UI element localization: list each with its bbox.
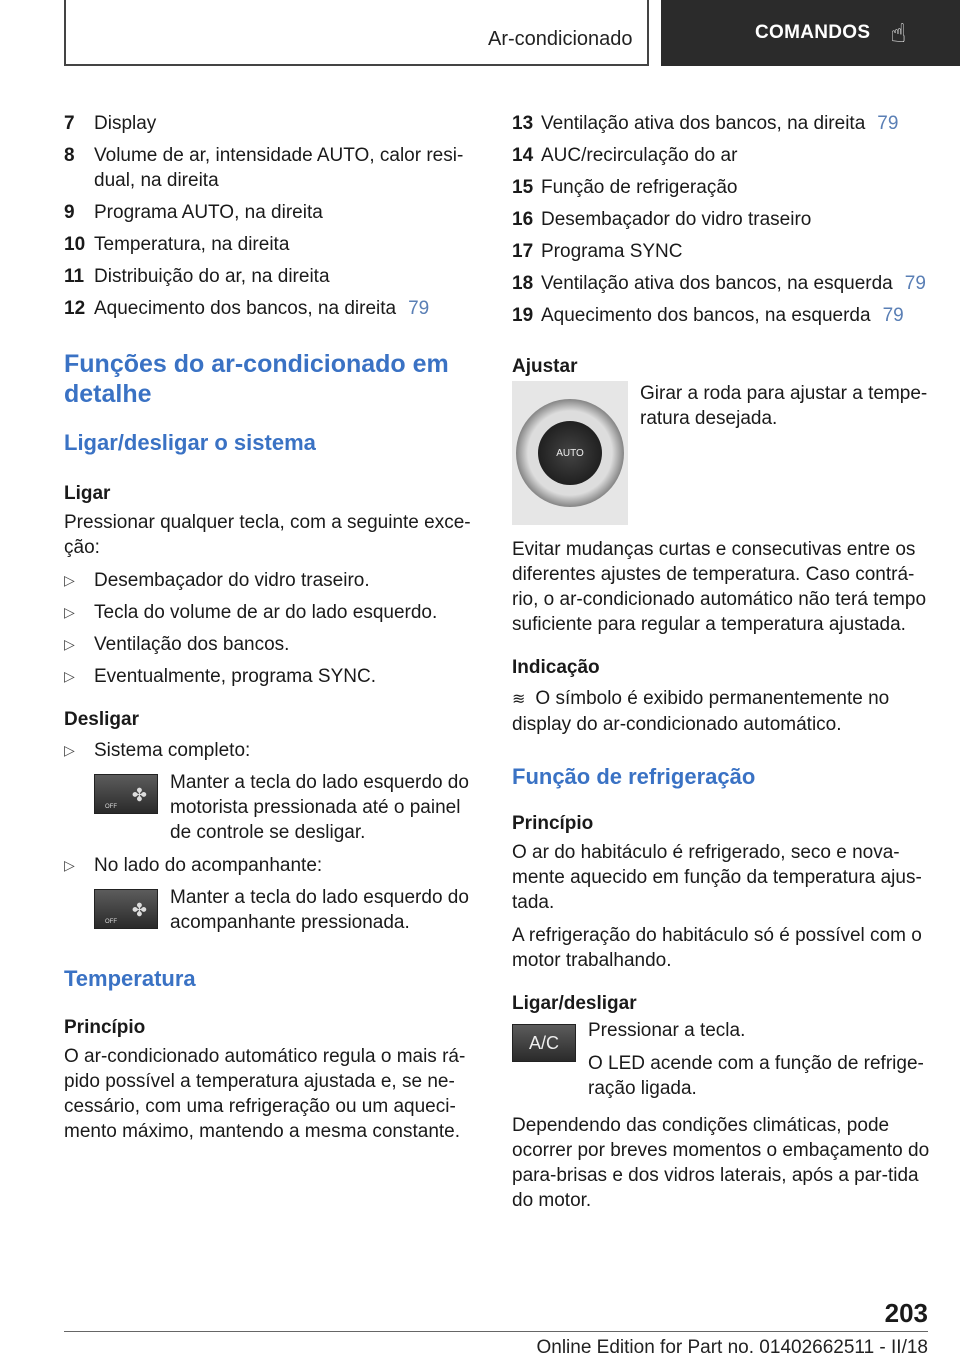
fan-icon: ✤: [131, 785, 147, 805]
legend-number: 9: [64, 202, 75, 223]
legend-text: Programa SYNC: [541, 241, 683, 262]
chapter-tab[interactable]: [661, 0, 960, 66]
legend-number: 17: [512, 241, 534, 262]
legend-item: [512, 239, 930, 264]
list-item-text: Desembaçador do vidro traseiro.: [94, 570, 370, 591]
triangle-bullet-icon: ▷: [64, 604, 75, 620]
legend-number: 14: [512, 145, 534, 166]
temperature-knob-image: [512, 381, 628, 525]
instruction-block: [64, 885, 474, 935]
legend-number: 15: [512, 177, 534, 198]
list-item-text: No lado do acompanhante:: [94, 855, 323, 876]
list-item: [64, 664, 474, 689]
instruction-block: [512, 381, 930, 525]
legend-text: Volume de ar, intensidade AUTO, calor resi-dual, na direita: [94, 145, 464, 191]
legend-number: 16: [512, 209, 534, 230]
section-heading: Funções do ar-condicionado em detalhe: [64, 350, 449, 408]
legend-text: Ventilação ativa dos bancos, na direita: [541, 113, 866, 134]
list-item-text: Eventualmente, programa SYNC.: [94, 666, 376, 687]
paragraph: Evitar mudanças curtas e consecutivas entre os diferentes ajustes de temperatura. Caso contrá-rio, o ar-condicionado automático não terá tempo suficiente para regular a temperatura ajustada.: [512, 539, 927, 635]
instruction-text: [588, 1018, 930, 1101]
legend-text: Distribuição do ar, na direita: [94, 266, 330, 287]
pointing-hand-icon: ☝: [890, 18, 907, 48]
list-item: [64, 600, 474, 625]
list-item-text: Sistema completo:: [94, 740, 251, 761]
list-item-text: Ventilação dos bancos.: [94, 634, 290, 655]
legend-text: Função de refrigeração: [541, 177, 738, 198]
legend-item: [512, 175, 930, 200]
triangle-bullet-icon: ▷: [64, 668, 75, 684]
header-rule: [647, 0, 649, 66]
paragraph: Manter a tecla do lado esquerdo do acompanhante pressionada.: [170, 887, 469, 933]
instruction-block: [64, 770, 474, 845]
legend-item: [64, 264, 474, 289]
off-button-image: [94, 889, 158, 929]
triangle-bullet-icon: ▷: [64, 572, 75, 588]
paragraph: Dependendo das condições climáticas, pode ocorrer por breves momentos o embaçamento do para-brisas e dos vidros laterais, após a par-tida do motor.: [512, 1115, 930, 1211]
legend-number: 19: [512, 305, 534, 326]
paragraph: A refrigeração do habitáculo só é possível com o motor trabalhando.: [512, 925, 922, 971]
chapter-tab-label: COMANDOS: [755, 22, 871, 43]
legend-item: [64, 200, 474, 225]
legend-list-left: [64, 111, 474, 321]
ac-label: A/C: [528, 1032, 559, 1053]
subsection-heading: Função de refrigeração: [512, 764, 756, 789]
legend-number: 7: [64, 113, 75, 134]
legend-text: AUC/recirculação do ar: [541, 145, 738, 166]
legend-number: 13: [512, 113, 534, 134]
legend-item: [512, 111, 930, 136]
legend-text: Desembaçador do vidro traseiro: [541, 209, 812, 230]
off-label: OFF: [105, 919, 117, 925]
knob-center: [538, 421, 602, 485]
legend-item: [64, 111, 474, 136]
legend-text: Display: [94, 113, 157, 134]
off-label: OFF: [105, 804, 117, 810]
ac-button-image: [512, 1024, 576, 1062]
legend-item: [512, 271, 930, 296]
legend-number: 18: [512, 273, 534, 294]
knob-label: AUTO: [556, 447, 584, 459]
paragraph-text: O símbolo é exibido permanentemente no display do ar-condicionado automático.: [512, 688, 890, 735]
triangle-bullet-icon: ▷: [64, 636, 75, 652]
knob-ring: [516, 399, 624, 507]
bullet-list: [64, 853, 474, 878]
page-reference-link[interactable]: 79: [904, 273, 926, 294]
page-reference-link[interactable]: 79: [877, 113, 899, 134]
list-item: [64, 568, 474, 593]
paragraph: Girar a roda para ajustar a tempe-ratura desejada.: [640, 383, 928, 429]
page-number: 203: [884, 1298, 928, 1328]
legend-list-right: [512, 111, 930, 328]
subsection-heading: Ligar/desligar o sistema: [64, 430, 316, 455]
paragraph: O LED acende com a função de refrige-ração ligada.: [588, 1053, 924, 1099]
paragraph: Manter a tecla do lado esquerdo do motorista pressionada até o painel de controle se desligar.: [170, 772, 469, 843]
paragraph: Pressionar a tecla.: [588, 1020, 746, 1041]
list-item-text: Tecla do volume de ar do lado esquerdo.: [94, 602, 438, 623]
off-button-image: [94, 774, 158, 814]
paragraph-heading: Ajustar: [512, 356, 578, 377]
paragraph: O ar do habitáculo é refrigerado, seco e nova-mente aquecido em função da temperatura ajus-tada.: [512, 842, 922, 913]
paragraph-heading: Princípio: [512, 813, 594, 834]
heat-waves-icon: ≋: [512, 691, 526, 708]
legend-number: 10: [64, 234, 86, 255]
list-item: [64, 738, 474, 763]
legend-item: [64, 143, 474, 193]
legend-text: Programa AUTO, na direita: [94, 202, 323, 223]
legend-number: 8: [64, 145, 75, 166]
edition-footer: Online Edition for Part no. 01402662511 - II/18: [536, 1337, 928, 1358]
left-column: [64, 111, 474, 1144]
legend-item: [64, 296, 474, 321]
paragraph-heading: Desligar: [64, 709, 139, 730]
paragraph-heading: Princípio: [64, 1017, 146, 1038]
header-rule: [64, 0, 66, 66]
footer-rule: [64, 1331, 928, 1332]
page-reference-link[interactable]: 79: [408, 298, 430, 319]
page-reference-link[interactable]: 79: [882, 305, 904, 326]
paragraph: Pressionar qualquer tecla, com a seguinte exce-ção:: [64, 512, 471, 558]
triangle-bullet-icon: ▷: [64, 857, 75, 873]
legend-number: 11: [64, 266, 85, 287]
paragraph: O ar-condicionado automático regula o mais rá-pido possível a temperatura ajustada e, se ne-cessário, com uma refrigeração ou um aqueci-mento máximo, mantendo a mesma constante.: [64, 1046, 466, 1142]
paragraph-heading: Ligar/desligar: [512, 993, 637, 1014]
legend-item: [512, 303, 930, 328]
triangle-bullet-icon: ▷: [64, 742, 75, 758]
legend-text: Ventilação ativa dos bancos, na esquerda: [541, 273, 893, 294]
subsection-heading: Temperatura: [64, 966, 196, 991]
paragraph: [512, 686, 930, 737]
instruction-block: [512, 1018, 930, 1101]
legend-number: 12: [64, 298, 86, 319]
paragraph-heading: Indicação: [512, 657, 600, 678]
paragraph-heading: Ligar: [64, 483, 111, 504]
legend-text: Aquecimento dos bancos, na esquerda: [541, 305, 871, 326]
list-item: [64, 853, 474, 878]
legend-text: Aquecimento dos bancos, na direita: [94, 298, 397, 319]
fan-icon: ✤: [131, 900, 147, 920]
legend-item: [64, 232, 474, 257]
bullet-list: [64, 568, 474, 689]
list-item: [64, 632, 474, 657]
legend-item: [512, 143, 930, 168]
legend-text: Temperatura, na direita: [94, 234, 290, 255]
section-title: Ar-condicionado: [488, 28, 633, 50]
right-column: [512, 111, 930, 1213]
header-rule: [64, 64, 649, 66]
bullet-list: [64, 738, 474, 763]
legend-item: [512, 207, 930, 232]
